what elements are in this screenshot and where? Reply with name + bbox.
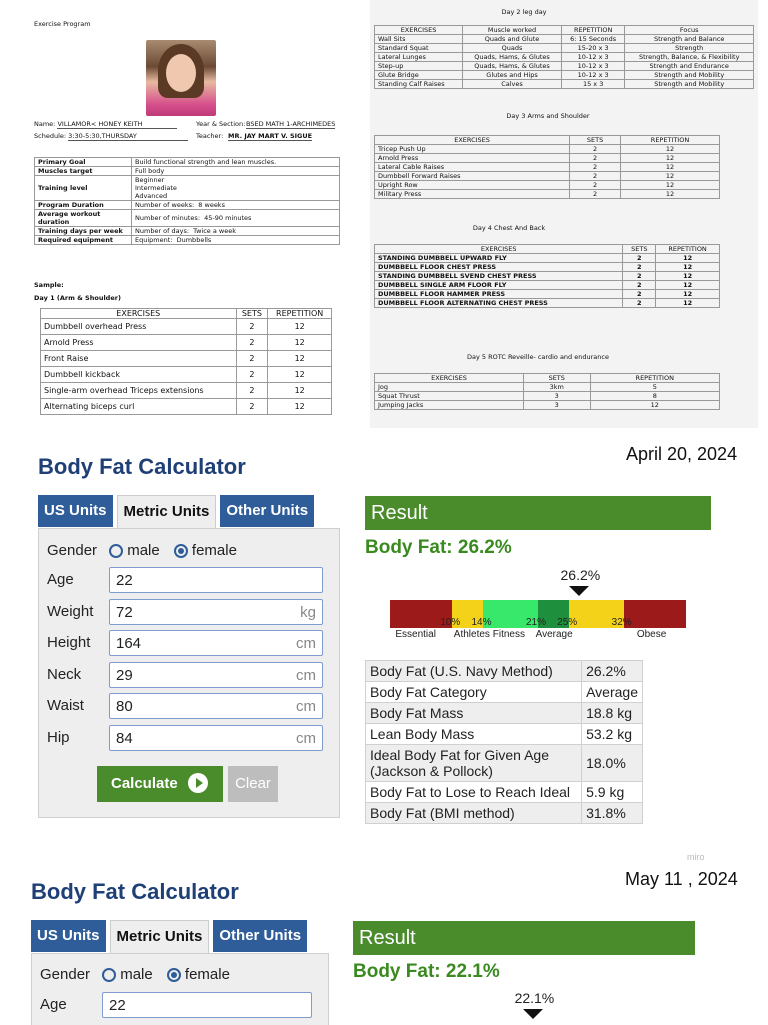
- day3-cell: Military Press: [375, 190, 570, 199]
- table-row: [375, 80, 754, 89]
- day2-header-cell: Focus: [625, 26, 754, 35]
- input-value: 22: [116, 572, 133, 589]
- day2-cell: Strength and Balance: [625, 35, 754, 44]
- day2-cell: Quads, Hams, & Glutes: [463, 53, 562, 62]
- calculate-button[interactable]: [97, 766, 223, 802]
- day4-cell: DUMBBELL FLOOR CHEST PRESS: [375, 263, 623, 272]
- day2-table: [374, 25, 754, 89]
- day1-cell: 2: [236, 367, 268, 383]
- unit-label: cm: [296, 635, 316, 652]
- day2-cell: Glute Bridge: [375, 71, 463, 80]
- result-table: [365, 660, 643, 824]
- table-row: [375, 392, 720, 401]
- day3-cell: 12: [621, 181, 720, 190]
- day1-cell: 2: [236, 319, 268, 335]
- day2-cell: 15 x 3: [561, 80, 624, 89]
- gauge-tick: 25%: [557, 617, 578, 628]
- field-label-hip: Hip: [47, 728, 70, 746]
- table-row: [366, 803, 643, 824]
- table-row: [41, 351, 332, 367]
- table-row: [375, 163, 720, 172]
- info-value: Full body: [132, 167, 340, 176]
- teacher-label: Teacher:: [196, 132, 224, 140]
- info-value: Build functional strength and lean muscles.: [132, 158, 340, 167]
- result-label: Ideal Body Fat for Given Age (Jackson & Pollock): [366, 745, 582, 782]
- field-label-age: Age: [47, 571, 74, 588]
- day4-cell: DUMBBELL FLOOR HAMMER PRESS: [375, 290, 623, 299]
- sample-label: Sample:: [34, 281, 64, 289]
- day4-cell: 12: [656, 281, 720, 290]
- table-row: [35, 167, 340, 176]
- day2-cell: Strength and Mobility: [625, 80, 754, 89]
- result-value: 18.0%: [582, 745, 643, 782]
- table-row: [35, 236, 340, 245]
- input-value: 29: [116, 666, 133, 684]
- table-row: [366, 682, 643, 703]
- table-row: [35, 176, 340, 201]
- weight-input[interactable]: [109, 599, 323, 625]
- day4-header-cell: REPETITION: [656, 245, 720, 254]
- day3-cell: 12: [621, 145, 720, 154]
- day2-cell: Standard Squat: [375, 44, 463, 53]
- table-row: [35, 210, 340, 227]
- day4-header-cell: EXERCISES: [375, 245, 623, 254]
- gauge-category-label: Athletes: [453, 629, 490, 640]
- day5-header-cell: SETS: [523, 374, 590, 383]
- day1-header-cell: SETS: [236, 309, 268, 319]
- unit-tabs: [38, 495, 314, 528]
- table-row: [375, 281, 720, 290]
- field-label-weight: Weight: [47, 602, 94, 620]
- day3-cell: 12: [621, 163, 720, 172]
- tab-other-units-2[interactable]: Other Units: [213, 920, 307, 952]
- table-row: [35, 201, 340, 210]
- result-header: Result: [365, 496, 711, 530]
- day3-cell: Arnold Press: [375, 154, 570, 163]
- day4-cell: 12: [656, 254, 720, 263]
- tab-us-units-2[interactable]: US Units: [31, 920, 106, 952]
- result-label: Body Fat Mass: [366, 703, 582, 724]
- result-value: 5.9 kg: [582, 782, 643, 803]
- info-value: Beginner Intermediate Advanced: [132, 176, 340, 201]
- day4-cell: 12: [656, 272, 720, 281]
- day5-cell: Jog: [375, 383, 524, 392]
- result-label: Body Fat Category: [366, 682, 582, 703]
- doc-title: Exercise Program: [34, 20, 91, 28]
- day5-cell: 3: [523, 392, 590, 401]
- result-value: Average: [582, 682, 643, 703]
- day3-cell: Lateral Cable Raises: [375, 163, 570, 172]
- gauge-category-label: Average: [535, 629, 573, 640]
- table-row: [41, 319, 332, 335]
- female-label: female: [191, 542, 237, 559]
- calculator-title: Body Fat Calculator: [38, 454, 246, 479]
- day3-cell: 12: [621, 172, 720, 181]
- body-fat-result: Body Fat: 26.2%: [365, 537, 512, 558]
- play-icon: [188, 773, 208, 793]
- day2-header-cell: REPETITION: [561, 26, 624, 35]
- table-row: [366, 782, 643, 803]
- day4-cell: 12: [656, 299, 720, 308]
- table-row: [41, 367, 332, 383]
- info-value: Equipment: Dumbbells: [132, 236, 340, 245]
- hip-input[interactable]: [109, 725, 323, 751]
- day5-cell: 5: [590, 383, 719, 392]
- date-april: April 20, 2024: [626, 444, 738, 464]
- day3-title: Day 3 Arms and Shoulder: [506, 112, 590, 120]
- day1-cell: Front Raise: [41, 351, 237, 367]
- gauge-category-label: Fitness: [492, 629, 525, 640]
- day1-cell: 12: [268, 367, 332, 383]
- day1-cell: Alternating biceps curl: [41, 399, 237, 415]
- age-input-2[interactable]: 22: [102, 992, 312, 1018]
- table-row: [366, 703, 643, 724]
- table-row: [375, 401, 720, 410]
- male-radio[interactable]: [109, 544, 123, 558]
- table-row: [375, 383, 720, 392]
- marker-value-2: 22.1%: [514, 990, 555, 1006]
- day4-table: [374, 244, 720, 308]
- marker-value: 26.2%: [560, 567, 601, 583]
- day4-header-cell: SETS: [623, 245, 656, 254]
- schedule-value: 3:30-5:30,THURSDAY: [68, 132, 188, 141]
- input-value: 72: [116, 603, 133, 621]
- table-row: [375, 145, 720, 154]
- info-key: Average workout duration: [35, 210, 132, 227]
- day3-cell: 2: [570, 154, 621, 163]
- info-key: Training level: [35, 176, 132, 201]
- female-radio-2[interactable]: [167, 968, 181, 982]
- table-row: [375, 53, 754, 62]
- table-row: [375, 290, 720, 299]
- table-row: [375, 190, 720, 199]
- field-label-waist: Waist: [47, 697, 84, 714]
- day2-cell: Step-up: [375, 62, 463, 71]
- day1-header-cell: EXERCISES: [41, 309, 237, 319]
- day3-cell: Dumbbell Forward Raises: [375, 172, 570, 181]
- unit-tabs-2: [31, 920, 307, 953]
- day4-cell: DUMBBELL FLOOR ALTERNATING CHEST PRESS: [375, 299, 623, 308]
- day4-cell: 2: [623, 272, 656, 281]
- day2-header-cell: Muscle worked: [463, 26, 562, 35]
- day4-cell: STANDING DUMBBELL SVEND CHEST PRESS: [375, 272, 623, 281]
- day2-cell: Strength, Balance, & Flexibility: [625, 53, 754, 62]
- table-row: [41, 399, 332, 415]
- day1-cell: 12: [268, 335, 332, 351]
- gender-row-2: [40, 966, 230, 983]
- input-panel-2: [31, 953, 329, 1025]
- day3-cell: 12: [621, 154, 720, 163]
- day2-cell: Glutes and Hips: [463, 71, 562, 80]
- day1-cell: 12: [268, 383, 332, 399]
- day3-header-cell: EXERCISES: [375, 136, 570, 145]
- day1-cell: 2: [236, 383, 268, 399]
- day3-cell: 2: [570, 163, 621, 172]
- table-row: [35, 158, 340, 167]
- exercise-program-document: [28, 0, 356, 428]
- table-row: [35, 227, 340, 236]
- day2-cell: Quads and Glute: [463, 35, 562, 44]
- tab-other-units[interactable]: Other Units: [220, 495, 314, 527]
- day1-cell: Dumbbell overhead Press: [41, 319, 237, 335]
- waist-input[interactable]: [109, 693, 323, 719]
- day2-cell: Strength: [625, 44, 754, 53]
- program-info-table: [34, 157, 340, 245]
- table-row: [375, 62, 754, 71]
- male-label-2: male: [120, 966, 153, 983]
- table-row: [375, 254, 720, 263]
- gauge-tick: 32%: [611, 617, 632, 628]
- day4-cell: 2: [623, 254, 656, 263]
- tab-us-units[interactable]: US Units: [38, 495, 113, 527]
- day4-cell: 2: [623, 299, 656, 308]
- day4-cell: 2: [623, 290, 656, 299]
- day2-title: Day 2 leg day: [501, 8, 547, 16]
- result-label: Lean Body Mass: [366, 724, 582, 745]
- day5-title: Day 5 ROTC Reveille- cardio and endurance: [467, 353, 609, 361]
- info-value: Number of days: Twice a week: [132, 227, 340, 236]
- female-label-2: female: [184, 966, 230, 983]
- info-value: Number of minutes: 45-90 minutes: [132, 210, 340, 227]
- student-photo: [146, 40, 216, 116]
- day2-cell: Strength and Endurance: [625, 62, 754, 71]
- day5-table: [374, 373, 720, 410]
- gauge-segment: [624, 600, 686, 628]
- clear-button[interactable]: Clear: [228, 766, 278, 802]
- day5-header-cell: EXERCISES: [375, 374, 524, 383]
- day4-cell: 2: [623, 263, 656, 272]
- day5-cell: 8: [590, 392, 719, 401]
- name-label: Name:: [34, 120, 56, 128]
- miro-watermark: miro: [687, 852, 705, 862]
- input-value: 164: [116, 635, 142, 652]
- result-header-2: Result: [353, 921, 695, 955]
- unit-label: cm: [296, 666, 316, 684]
- result-value: 53.2 kg: [582, 724, 643, 745]
- day2-cell: Standing Calf Raises: [375, 80, 463, 89]
- result-label: Body Fat to Lose to Reach Ideal: [366, 782, 582, 803]
- table-row: [41, 383, 332, 399]
- table-row: [375, 154, 720, 163]
- gender-row: [47, 542, 237, 559]
- table-row: [375, 272, 720, 281]
- gauge-category-label: Essential: [395, 629, 436, 640]
- day2-cell: Calves: [463, 80, 562, 89]
- day5-cell: 3km: [523, 383, 590, 392]
- table-row: [366, 661, 643, 682]
- day2-cell: Wall Sits: [375, 35, 463, 44]
- day1-header-cell: REPETITION: [268, 309, 332, 319]
- table-row: [375, 263, 720, 272]
- gauge-tick: 21%: [526, 617, 547, 628]
- unit-label: cm: [296, 729, 316, 747]
- year-label: Year & Section:: [196, 120, 246, 128]
- day5-cell: Squat Thrust: [375, 392, 524, 401]
- result-value: 31.8%: [582, 803, 643, 824]
- exercise-schedule-document: [370, 0, 758, 428]
- female-radio[interactable]: [174, 544, 188, 558]
- day1-cell: 2: [236, 335, 268, 351]
- result-value: 26.2%: [582, 661, 643, 682]
- day2-cell: Lateral Lunges: [375, 53, 463, 62]
- table-row: [375, 35, 754, 44]
- day3-header-cell: SETS: [570, 136, 621, 145]
- day1-label: Day 1 (Arm & Shoulder): [34, 294, 121, 302]
- table-row: [375, 71, 754, 80]
- day3-cell: 2: [570, 181, 621, 190]
- info-key: Required equipment: [35, 236, 132, 245]
- day3-cell: Upright Row: [375, 181, 570, 190]
- day1-cell: Dumbbell kickback: [41, 367, 237, 383]
- table-row: [366, 724, 643, 745]
- day2-cell: 10-12 x 3: [561, 62, 624, 71]
- table-row: [375, 181, 720, 190]
- day4-title: Day 4 Chest And Back: [472, 224, 546, 232]
- tab-metric-units-2[interactable]: Metric Units: [110, 920, 210, 953]
- year-value: BSED MATH 1-ARCHIMEDES: [246, 120, 336, 128]
- field-label-height: Height: [47, 634, 91, 651]
- tab-metric-units[interactable]: Metric Units: [117, 495, 217, 528]
- schedule-label: Schedule:: [34, 132, 67, 140]
- age-input[interactable]: [109, 567, 323, 593]
- day5-cell: Jumping Jacks: [375, 401, 524, 410]
- table-row: [366, 745, 643, 782]
- neck-input[interactable]: [109, 662, 323, 688]
- day1-table: [40, 308, 332, 415]
- day3-cell: 12: [621, 190, 720, 199]
- unit-label: kg: [300, 603, 316, 621]
- result-label: Body Fat (BMI method): [366, 803, 582, 824]
- day3-cell: Tricep Push Up: [375, 145, 570, 154]
- day1-cell: Arnold Press: [41, 335, 237, 351]
- calculator-title-2: Body Fat Calculator: [31, 879, 239, 904]
- day1-cell: 12: [268, 351, 332, 367]
- day2-cell: 10-12 x 3: [561, 71, 624, 80]
- result-label: Body Fat (U.S. Navy Method): [366, 661, 582, 682]
- input-value: 80: [116, 698, 133, 715]
- name-value: VILLAMOR< HONEY KEITH: [57, 120, 177, 129]
- gender-label: Gender: [47, 542, 98, 559]
- date-may: May 11 , 2024: [625, 869, 738, 889]
- info-value: Number of weeks: 8 weeks: [132, 201, 340, 210]
- day2-cell: 6: 15 Seconds: [561, 35, 624, 44]
- day4-cell: 2: [623, 281, 656, 290]
- table-row: [375, 299, 720, 308]
- day1-cell: 12: [268, 399, 332, 415]
- table-row: [375, 44, 754, 53]
- gauge-tick: 14%: [471, 617, 492, 628]
- day1-cell: Single-arm overhead Triceps extensions: [41, 383, 237, 399]
- day1-cell: 2: [236, 351, 268, 367]
- day4-cell: 12: [656, 290, 720, 299]
- marker-arrow: [569, 586, 589, 596]
- day5-cell: 12: [590, 401, 719, 410]
- input-panel: [38, 528, 340, 818]
- info-key: Primary Goal: [35, 158, 132, 167]
- unit-label: cm: [296, 698, 316, 715]
- day2-cell: Strength and Mobility: [625, 71, 754, 80]
- day1-cell: 12: [268, 319, 332, 335]
- day5-cell: 3: [523, 401, 590, 410]
- day3-cell: 2: [570, 172, 621, 181]
- day4-cell: STANDING DUMBBELL UPWARD FLY: [375, 254, 623, 263]
- calculate-label: Calculate: [111, 775, 178, 792]
- teacher-value: MR. JAY MART V. SIGUE: [228, 132, 313, 140]
- gauge-tick: 10%: [440, 617, 461, 628]
- field-label-neck: Neck: [47, 665, 82, 683]
- info-key: Training days per week: [35, 227, 132, 236]
- info-key: Program Duration: [35, 201, 132, 210]
- day1-cell: 2: [236, 399, 268, 415]
- table-row: [41, 335, 332, 351]
- day2-cell: Quads: [463, 44, 562, 53]
- day4-cell: 12: [656, 263, 720, 272]
- marker-arrow-2: [523, 1009, 543, 1019]
- result-value: 18.8 kg: [582, 703, 643, 724]
- day3-cell: 2: [570, 190, 621, 199]
- day4-cell: DUMBBELL SINGLE ARM FLOOR FLY: [375, 281, 623, 290]
- gauge-category-label: Obese: [636, 629, 667, 640]
- input-value: 84: [116, 729, 133, 747]
- body-fat-result-2: Body Fat: 22.1%: [353, 961, 500, 982]
- table-row: [375, 172, 720, 181]
- age-label-2: Age: [40, 996, 67, 1013]
- day3-header-cell: REPETITION: [621, 136, 720, 145]
- student-info: [34, 120, 354, 144]
- gender-label-2: Gender: [40, 966, 91, 983]
- day2-cell: Quads, Hams, & Glutes: [463, 62, 562, 71]
- male-label: male: [127, 542, 160, 559]
- day2-header-cell: EXERCISES: [375, 26, 463, 35]
- day2-cell: 10-12 x 3: [561, 53, 624, 62]
- day3-table: [374, 135, 720, 199]
- day2-cell: 15-20 x 3: [561, 44, 624, 53]
- info-key: Muscles target: [35, 167, 132, 176]
- day3-cell: 2: [570, 145, 621, 154]
- height-input[interactable]: [109, 630, 323, 656]
- male-radio-2[interactable]: [102, 968, 116, 982]
- day5-header-cell: REPETITION: [590, 374, 719, 383]
